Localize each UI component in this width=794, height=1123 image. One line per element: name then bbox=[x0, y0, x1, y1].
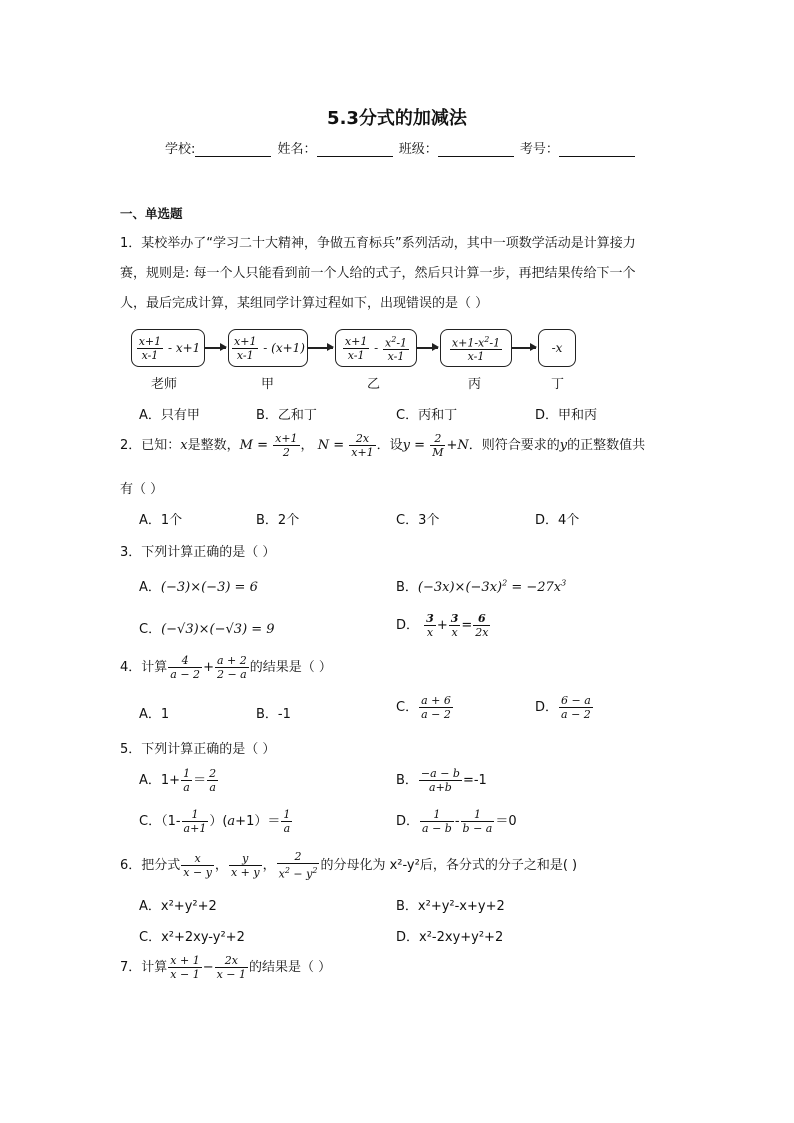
label-bing: 丙 bbox=[468, 377, 482, 392]
q5-option-d[interactable]: D． $\frac{1}{a - b}$ - $\frac{1}{b - a}$ ＝0 bbox=[396, 808, 517, 835]
section-heading: 一、单选题 bbox=[120, 206, 183, 221]
chain-box-ding: -x bbox=[538, 329, 576, 367]
q5-stem: 5．下列计算正确的是（ ） bbox=[120, 742, 276, 757]
q3-option-d[interactable]: D． $\frac{3}{x}$ + $\frac{3}{x}$ = $\frac{6}{2x}$ bbox=[396, 612, 489, 639]
q1-option-b[interactable]: B．乙和丁 bbox=[256, 408, 317, 423]
label-ding: 丁 bbox=[551, 377, 565, 392]
q6-option-c[interactable]: C．x²+2xy-y²+2 bbox=[139, 930, 245, 945]
chain-box-bing: $\frac{x+1-x^2-1}{x-1}$ bbox=[440, 329, 512, 367]
q6-option-b[interactable]: B．x²+y²-x+y+2 bbox=[396, 899, 505, 914]
q4-stem: 4．计算 $\frac{4}{a - 2}$ + $\frac{a + 2}{2 - a}$ 的结果是（ ） bbox=[120, 654, 332, 681]
q3-option-b[interactable]: B．$(-3x)\times(-3x)^2 = -27x^3$ bbox=[396, 578, 567, 595]
q4-option-a[interactable]: A．1 bbox=[139, 707, 170, 722]
q7-stem: 7．计算 $\frac{x + 1}{x - 1}$ − $\frac{2x}{x - 1}$ 的结果是（ ） bbox=[120, 954, 332, 981]
q5-option-b[interactable]: B． $\frac{-a - b}{a+b}$ =-1 bbox=[396, 767, 487, 794]
school-label: 学校: bbox=[165, 142, 196, 157]
q2-option-b[interactable]: B．2个 bbox=[256, 513, 300, 528]
student-info-row bbox=[165, 138, 637, 157]
q3-option-a[interactable]: A．(−3)×(−3) = 6 bbox=[139, 580, 258, 595]
q3-stem: 3．下列计算正确的是（ ） bbox=[120, 545, 276, 560]
chain-box-jia: $\frac{x+1}{x-1}$ - (x+1) bbox=[228, 329, 308, 367]
q6-option-a[interactable]: A．x²+y²+2 bbox=[139, 899, 217, 914]
page-title: 5.3分式的加减法 bbox=[327, 108, 467, 129]
q2-option-a[interactable]: A．1个 bbox=[139, 513, 183, 528]
number-blank[interactable] bbox=[559, 142, 635, 157]
name-blank[interactable] bbox=[317, 142, 393, 157]
q5-option-a[interactable]: A．1+ $\frac{1}{a}$ ＝ $\frac{2}{a}$ bbox=[139, 767, 217, 794]
name-label: 姓名： bbox=[277, 142, 317, 157]
q2-line1: 2．已知：x是整数，M = $\frac{x+1}{2}$ ， N = $\frac{2x}{x+1}$ ．设y = $\frac{2}{M}$ +N．则符合要求的y的正整数值共 bbox=[120, 432, 646, 459]
q5-option-c[interactable]: C．（1- $\frac{1}{a+1}$ ）(a+1）＝ $\frac{1}{a}$ bbox=[139, 808, 291, 835]
q1-option-c[interactable]: C．丙和丁 bbox=[396, 408, 458, 423]
q1-line3: 人，最后完成计算，某组同学计算过程如下，出现错误的是（ ） bbox=[120, 296, 489, 311]
class-blank[interactable] bbox=[438, 142, 514, 157]
q2-line2: 有（ ） bbox=[120, 482, 164, 497]
q1-line2: 赛，规则是: 每一个人只能看到前一个人给的式子，然后只计算一步，再把结果传给下一个 bbox=[120, 266, 636, 281]
chain-box-teacher: $\frac{x+1}{x-1}$ - x+1 bbox=[131, 329, 205, 367]
q3-option-c[interactable]: C．(−√3)×(−√3) = 9 bbox=[139, 622, 275, 637]
label-jia: 甲 bbox=[261, 377, 275, 392]
q6-option-d[interactable]: D．x²-2xy+y²+2 bbox=[396, 930, 504, 945]
chain-arrow-4 bbox=[511, 347, 536, 349]
q2-option-c[interactable]: C．3个 bbox=[396, 513, 440, 528]
chain-arrow-1 bbox=[204, 347, 226, 349]
q4-option-c[interactable]: C． $\frac{a + 6}{a - 2}$ bbox=[396, 694, 451, 721]
q2-option-d[interactable]: D．4个 bbox=[535, 513, 580, 528]
label-teacher: 老师 bbox=[151, 377, 178, 392]
class-label: 班级： bbox=[398, 142, 438, 157]
q6-stem: 6．把分式 $\frac{x}{x - y}$ ， $\frac{y}{x + y}$ ， $\frac{2}{x^2 - y^2}$ 的分母化为 x²-y²后，各分式的分子之和是( ) bbox=[120, 850, 578, 881]
label-yi: 乙 bbox=[367, 377, 381, 392]
q4-option-d[interactable]: D． $\frac{6 - a}{a - 2}$ bbox=[535, 694, 591, 721]
number-label: 考号： bbox=[519, 142, 559, 157]
q4-option-b[interactable]: B．-1 bbox=[256, 707, 291, 722]
school-blank[interactable] bbox=[195, 142, 271, 157]
q1-line1: 1．某校举办了“学习二十大精神，争做五育标兵”系列活动，其中一项数学活动是计算接力 bbox=[120, 236, 636, 251]
chain-arrow-3 bbox=[416, 347, 438, 349]
chain-arrow-2 bbox=[307, 347, 333, 349]
chain-box-yi: $\frac{x+1}{x-1}$ - $\frac{x^2-1}{x-1}$ bbox=[335, 329, 417, 367]
q1-option-d[interactable]: D．甲和丙 bbox=[535, 408, 598, 423]
q1-option-a[interactable]: A．只有甲 bbox=[139, 408, 200, 423]
